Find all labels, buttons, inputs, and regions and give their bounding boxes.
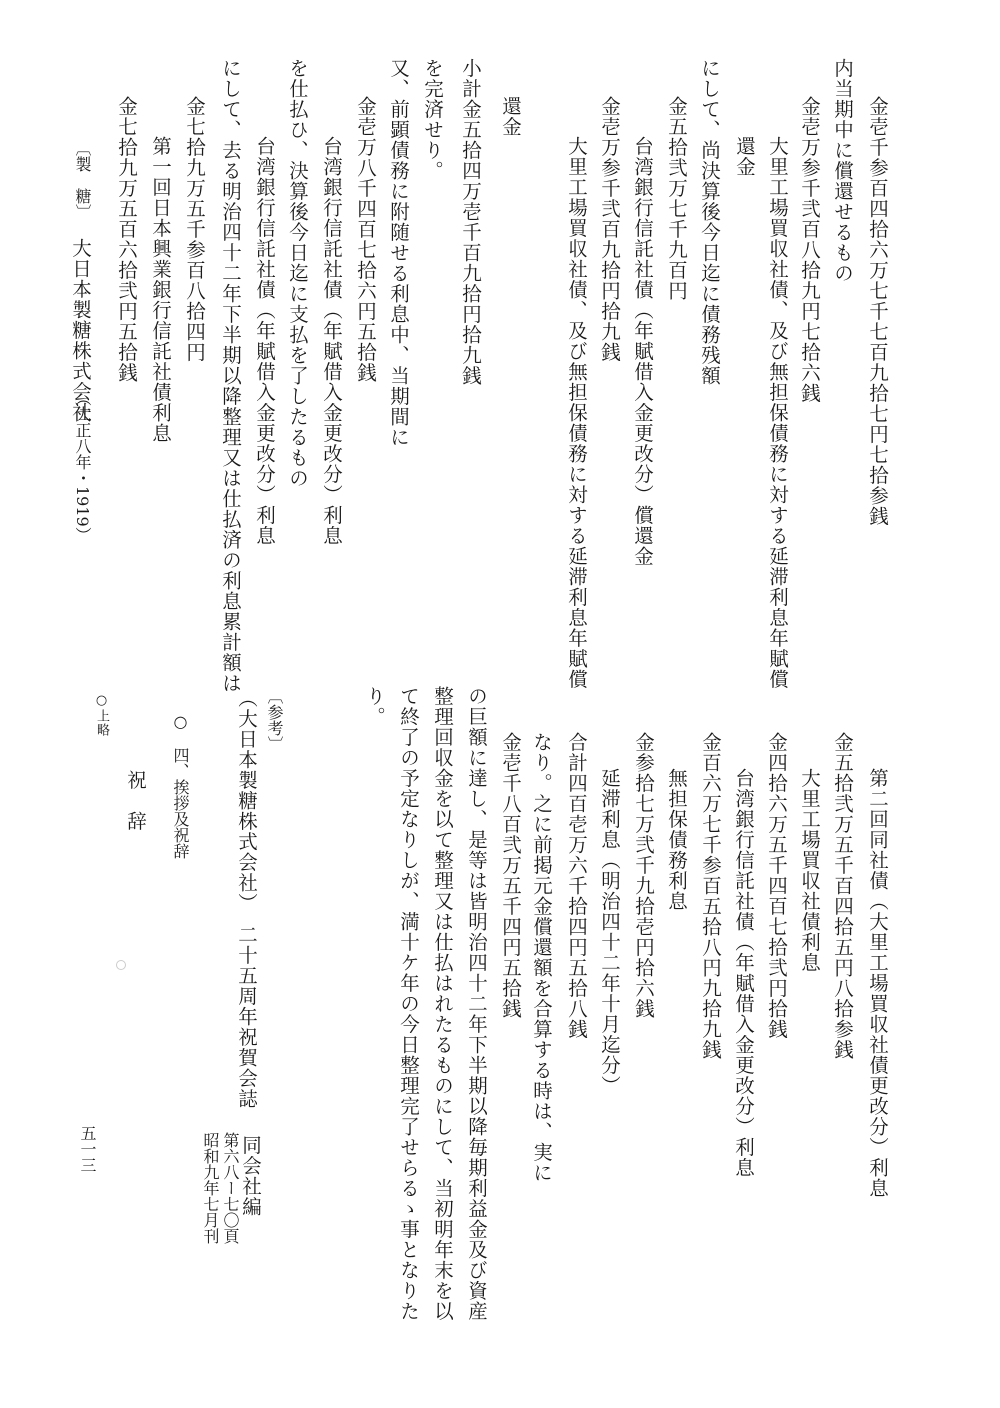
upper-line-18: 台湾銀行信託社債（年賦借入金更改分）利息	[253, 136, 276, 546]
upper-line-13: を完済せり。	[421, 58, 444, 181]
reference-label: 〔参考〕	[265, 688, 284, 752]
upper-footer-year: （大正八年・1919）	[73, 390, 92, 543]
upper-line-4: 大里工場買収社債、及び無担保債務に対する延滞利息年賦償	[766, 136, 789, 690]
lower-line-4: 金四拾六万五千四百七拾弐円拾銭	[765, 732, 788, 1040]
upper-line-15: 金壱万八千四百七拾六円五拾銭	[354, 96, 377, 383]
upper-line-17: を仕払ひ、決算後今日迄に支払を了したるもの	[286, 58, 309, 489]
reference-editor: 同会社編	[239, 1135, 262, 1217]
lower-line-12: 金壱千八百弐万五千四円五拾銭	[499, 732, 522, 1019]
shuku-ji-heading: 祝 辞	[124, 770, 147, 832]
upper-line-9: 金壱万参千弐百九拾円拾九銭	[598, 96, 621, 363]
reference-source: （大日本製糖株式会社） 二十五周年祝賀会誌	[235, 688, 258, 1109]
lower-line-2: 金五拾弐万五千百四拾五円八拾参銭	[831, 732, 854, 1060]
upper-footer-company: 大日本製糖株式会社	[69, 238, 92, 423]
section-heading: ○ 四、挨拶及祝辞	[171, 712, 190, 859]
upper-line-7: 金五拾弐万七千九百円	[665, 96, 688, 301]
upper-line-19: にして、去る明治四十二年下半期以降整理又は仕払済の利息累計額は	[219, 58, 242, 694]
lower-line-3: 大里工場買収社債利息	[798, 768, 821, 973]
lower-line-8: 金参拾七万弐千九拾壱円拾六銭	[632, 732, 655, 1019]
lower-line-7: 無担保債務利息	[665, 768, 688, 912]
upper-line-22: 金七拾九万五百六拾弐円五拾銭	[115, 96, 138, 383]
lower-line-11: なり。之に前掲元金償還額を合算する時は、実に	[530, 732, 553, 1183]
lower-line-13: の巨額に達し、是等は皆明治四十二年下半期以降毎期利益金及び資産	[465, 686, 488, 1322]
upper-line-3: 金壱万参千弐百八拾九円七拾六銭	[798, 96, 821, 404]
lower-line-6: 金百六万七千参百五拾八円九拾九銭	[699, 732, 722, 1060]
upper-line-16: 台湾銀行信託社債（年賦借入金更改分）利息	[320, 136, 343, 546]
upper-line-20: 金七拾九万五千参百八拾四円	[183, 96, 206, 363]
upper-line-12: 小計金五拾四万壱千百九拾円拾九銭	[459, 58, 482, 386]
lower-line-14: 整理回収金を以て整理又は仕払はれたるものにして、当初明年末を以	[431, 686, 454, 1322]
upper-line-8: 台湾銀行信託社債（年賦借入金更改分）償還金	[631, 136, 654, 567]
upper-footer-label: 〔製 糖〕	[73, 140, 92, 220]
margin-dot	[116, 960, 126, 970]
lower-line-5: 台湾銀行信託社債（年賦借入金更改分）利息	[732, 768, 755, 1178]
upper-line-14: 又、前顕債務に附随せる利息中、当期間に	[387, 58, 410, 448]
omission-note: ○上略	[94, 693, 109, 737]
lower-line-15: て終了の予定なりしが、満十ケ年の今日整理完了せらるゝ事となりた	[397, 686, 420, 1322]
upper-line-5: 還金	[733, 136, 756, 177]
upper-line-21: 第一回日本興業銀行信託社債利息	[149, 136, 172, 444]
upper-line-1: 金壱千参百四拾六万七千七百九拾七円七拾参銭	[866, 96, 889, 527]
lower-line-16: り。	[363, 686, 386, 727]
upper-line-6: にして、尚決算後今日迄に債務残額	[698, 58, 721, 386]
page-number: 五一三	[78, 1125, 97, 1173]
lower-line-10: 合計四百壱万六千拾四円五拾八銭	[565, 732, 588, 1040]
upper-line-11: 還金	[499, 96, 522, 137]
reference-date: 昭和九年七月刊	[201, 1132, 220, 1244]
lower-line-1: 第二回同社債（大里工場買収社債更改分）利息	[866, 768, 889, 1199]
upper-line-2: 内当期中に償還せるもの	[831, 58, 854, 284]
upper-line-10: 大里工場買収社債、及び無担保債務に対する延滞利息年賦償	[565, 136, 588, 690]
reference-pages: 第六八ー七〇頁	[221, 1132, 240, 1244]
lower-line-9: 延滞利息（明治四十二年十月迄分）	[598, 768, 621, 1096]
